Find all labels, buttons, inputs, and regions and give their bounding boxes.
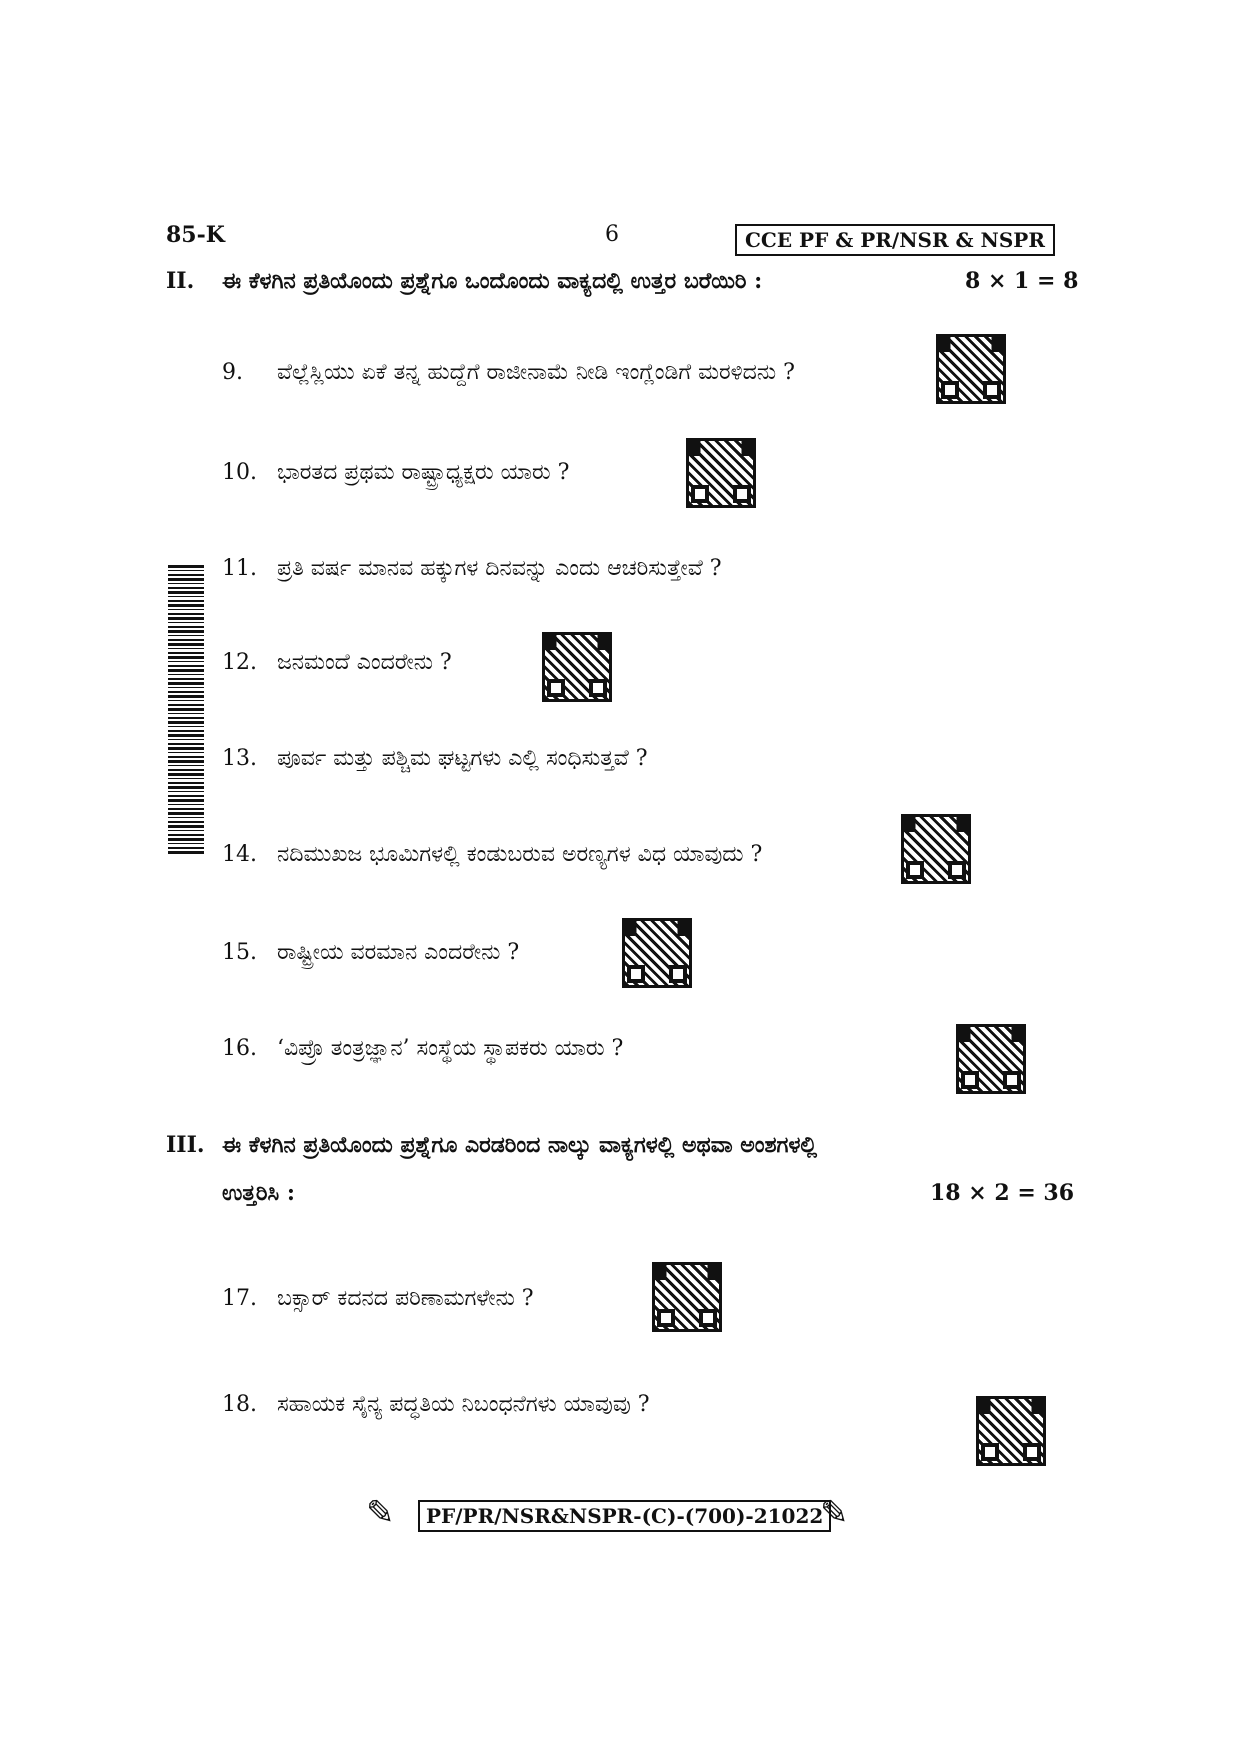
question-18-number: 18. [222, 1392, 257, 1417]
question-16-text: ‘ವಿಪ್ರೊ ತಂತ್ರಜ್ಞಾನ’ ಸಂಸ್ಥೆಯ ಸ್ಥಾಪಕರು ಯಾರು ? [277, 1036, 624, 1061]
section-3-instruction-line2: ಉತ್ತರಿಸಿ : [222, 1180, 295, 1206]
question-12-text: ಜನಮಂದೆ ಎಂದರೇನು ? [277, 650, 452, 675]
qr-code-icon [652, 1262, 722, 1332]
section-3-instruction-line1: ಈ ಕೆಳಗಿನ ಪ್ರತಿಯೊಂದು ಪ್ರಶ್ನೆಗೂ ಎರಡರಿಂದ ನಾಲ್ಕು ವಾಕ್ಯಗಳಲ್ಲಿ ಅಥವಾ ಅಂಶಗಳಲ್ಲಿ [222, 1132, 818, 1158]
page-number: 6 [605, 222, 619, 247]
qr-code-icon [901, 814, 971, 884]
section-3-number: III. [166, 1132, 205, 1158]
qr-code-icon [956, 1024, 1026, 1094]
question-16-number: 16. [222, 1036, 257, 1061]
section-2-instruction: ಈ ಕೆಳಗಿನ ಪ್ರತಿಯೊಂದು ಪ್ರಶ್ನೆಗೂ ಒಂದೊಂದು ವಾಕ್ಯದಲ್ಲಿ ಉತ್ತರ ಬರೆಯಿರಿ : [222, 268, 763, 294]
barcode [168, 565, 204, 855]
question-13-number: 13. [222, 746, 257, 771]
footer-code-box: PF/PR/NSR&NSPR-(C)-(700)-21022 [418, 1500, 831, 1532]
qr-code-icon [686, 438, 756, 508]
section-2-number: II. [166, 268, 195, 294]
question-13-text: ಪೂರ್ವ ಮತ್ತು ಪಶ್ಚಿಮ ಘಟ್ಟಗಳು ಎಲ್ಲಿ ಸಂಧಿಸುತ್ತವೆ ? [277, 746, 648, 771]
exam-title-box: CCE PF & PR/NSR & NSPR [735, 224, 1055, 256]
question-10-text: ಭಾರತದ ಪ್ರಥಮ ರಾಷ್ಟ್ರಾಧ್ಯಕ್ಷರು ಯಾರು ? [277, 460, 570, 485]
qr-code-icon [976, 1396, 1046, 1466]
question-14-number: 14. [222, 842, 257, 867]
question-17-number: 17. [222, 1286, 257, 1311]
question-10-number: 10. [222, 460, 257, 485]
section-3-marks: 18 × 2 = 36 [930, 1180, 1075, 1206]
question-12-number: 12. [222, 650, 257, 675]
pencil-icon: ✎ [366, 1493, 395, 1533]
question-11-text: ಪ್ರತಿ ವರ್ಷ ಮಾನವ ಹಕ್ಕುಗಳ ದಿನವನ್ನು ಎಂದು ಆಚರಿಸುತ್ತೇವೆ ? [277, 556, 722, 581]
question-9-text: ವೆಲ್ಲೆಸ್ಲಿಯು ಏಕೆ ತನ್ನ ಹುದ್ದೆಗೆ ರಾಜೀನಾಮೆ ನೀಡಿ ಇಂಗ್ಲೆಂಡಿಗೆ ಮರಳಿದನು ? [277, 360, 795, 385]
question-14-text: ನದಿಮುಖಜ ಭೂಮಿಗಳಲ್ಲಿ ಕಂಡುಬರುವ ಅರಣ್ಯಗಳ ವಿಧ ಯಾವುದು ? [277, 842, 763, 867]
paper-code: 85-K [166, 222, 225, 248]
question-18-text: ಸಹಾಯಕ ಸೈನ್ಯ ಪದ್ಧತಿಯ ನಿಬಂಧನೆಗಳು ಯಾವುವು ? [277, 1392, 650, 1417]
qr-code-icon [542, 632, 612, 702]
question-11-number: 11. [222, 556, 257, 581]
question-17-text: ಬಕ್ಸಾರ್ ಕದನದ ಪರಿಣಾಮಗಳೇನು ? [277, 1286, 534, 1311]
pencil-icon: ✎ [820, 1493, 849, 1533]
question-15-number: 15. [222, 940, 257, 965]
question-9-number: 9. [222, 360, 243, 385]
qr-code-icon [936, 334, 1006, 404]
section-2-marks: 8 × 1 = 8 [965, 268, 1079, 294]
qr-code-icon [622, 918, 692, 988]
question-15-text: ರಾಷ್ಟ್ರೀಯ ವರಮಾನ ಎಂದರೇನು ? [277, 940, 520, 965]
